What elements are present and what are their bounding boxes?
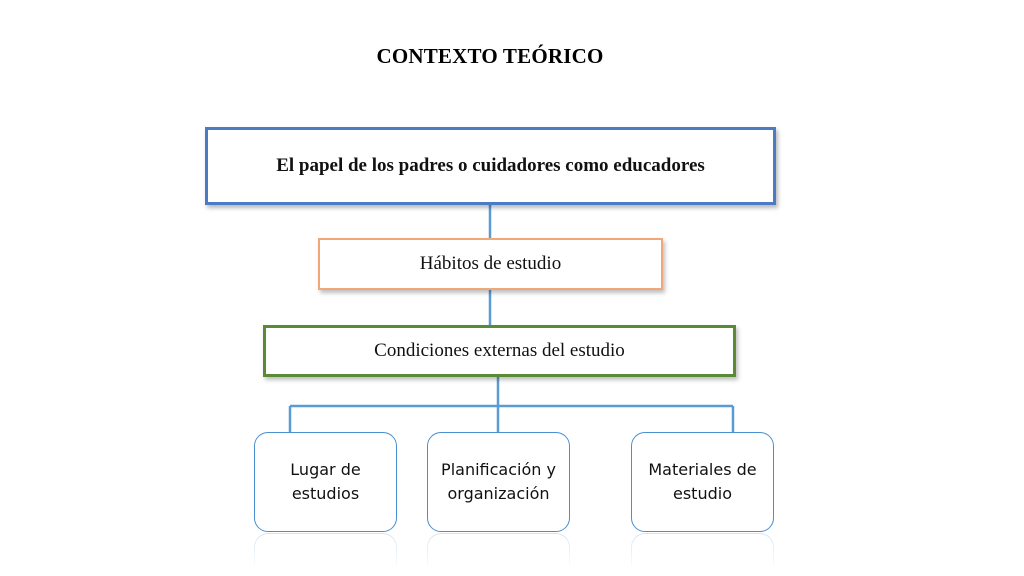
habits-label: Hábitos de estudio	[419, 253, 562, 274]
main-concept-box	[205, 127, 776, 205]
slide-title: CONTEXTO TEÓRICO	[376, 44, 604, 68]
leaf-label-line2: organización	[447, 484, 550, 503]
leaf-box-lugar	[254, 432, 397, 532]
leaf-box-materiales	[631, 432, 774, 532]
main-concept-label: El papel de los padres o cuidadores como educadores	[276, 155, 705, 176]
conditions-box	[263, 325, 736, 377]
leaf-box-planificacion	[427, 432, 570, 532]
leaf-reflection	[254, 533, 397, 569]
leaf-label-line2: estudio	[673, 484, 732, 503]
leaf-label-line1: Materiales de	[648, 460, 757, 479]
leaf-label-line2: estudios	[291, 484, 360, 503]
leaf-label-line1: Lugar de	[290, 460, 361, 479]
conditions-label: Condiciones externas del estudio	[374, 340, 625, 361]
leaf-label-line1: Planificación y	[441, 460, 556, 479]
leaf-reflection	[631, 533, 774, 569]
habits-box	[318, 238, 663, 290]
leaf-reflection	[427, 533, 570, 569]
